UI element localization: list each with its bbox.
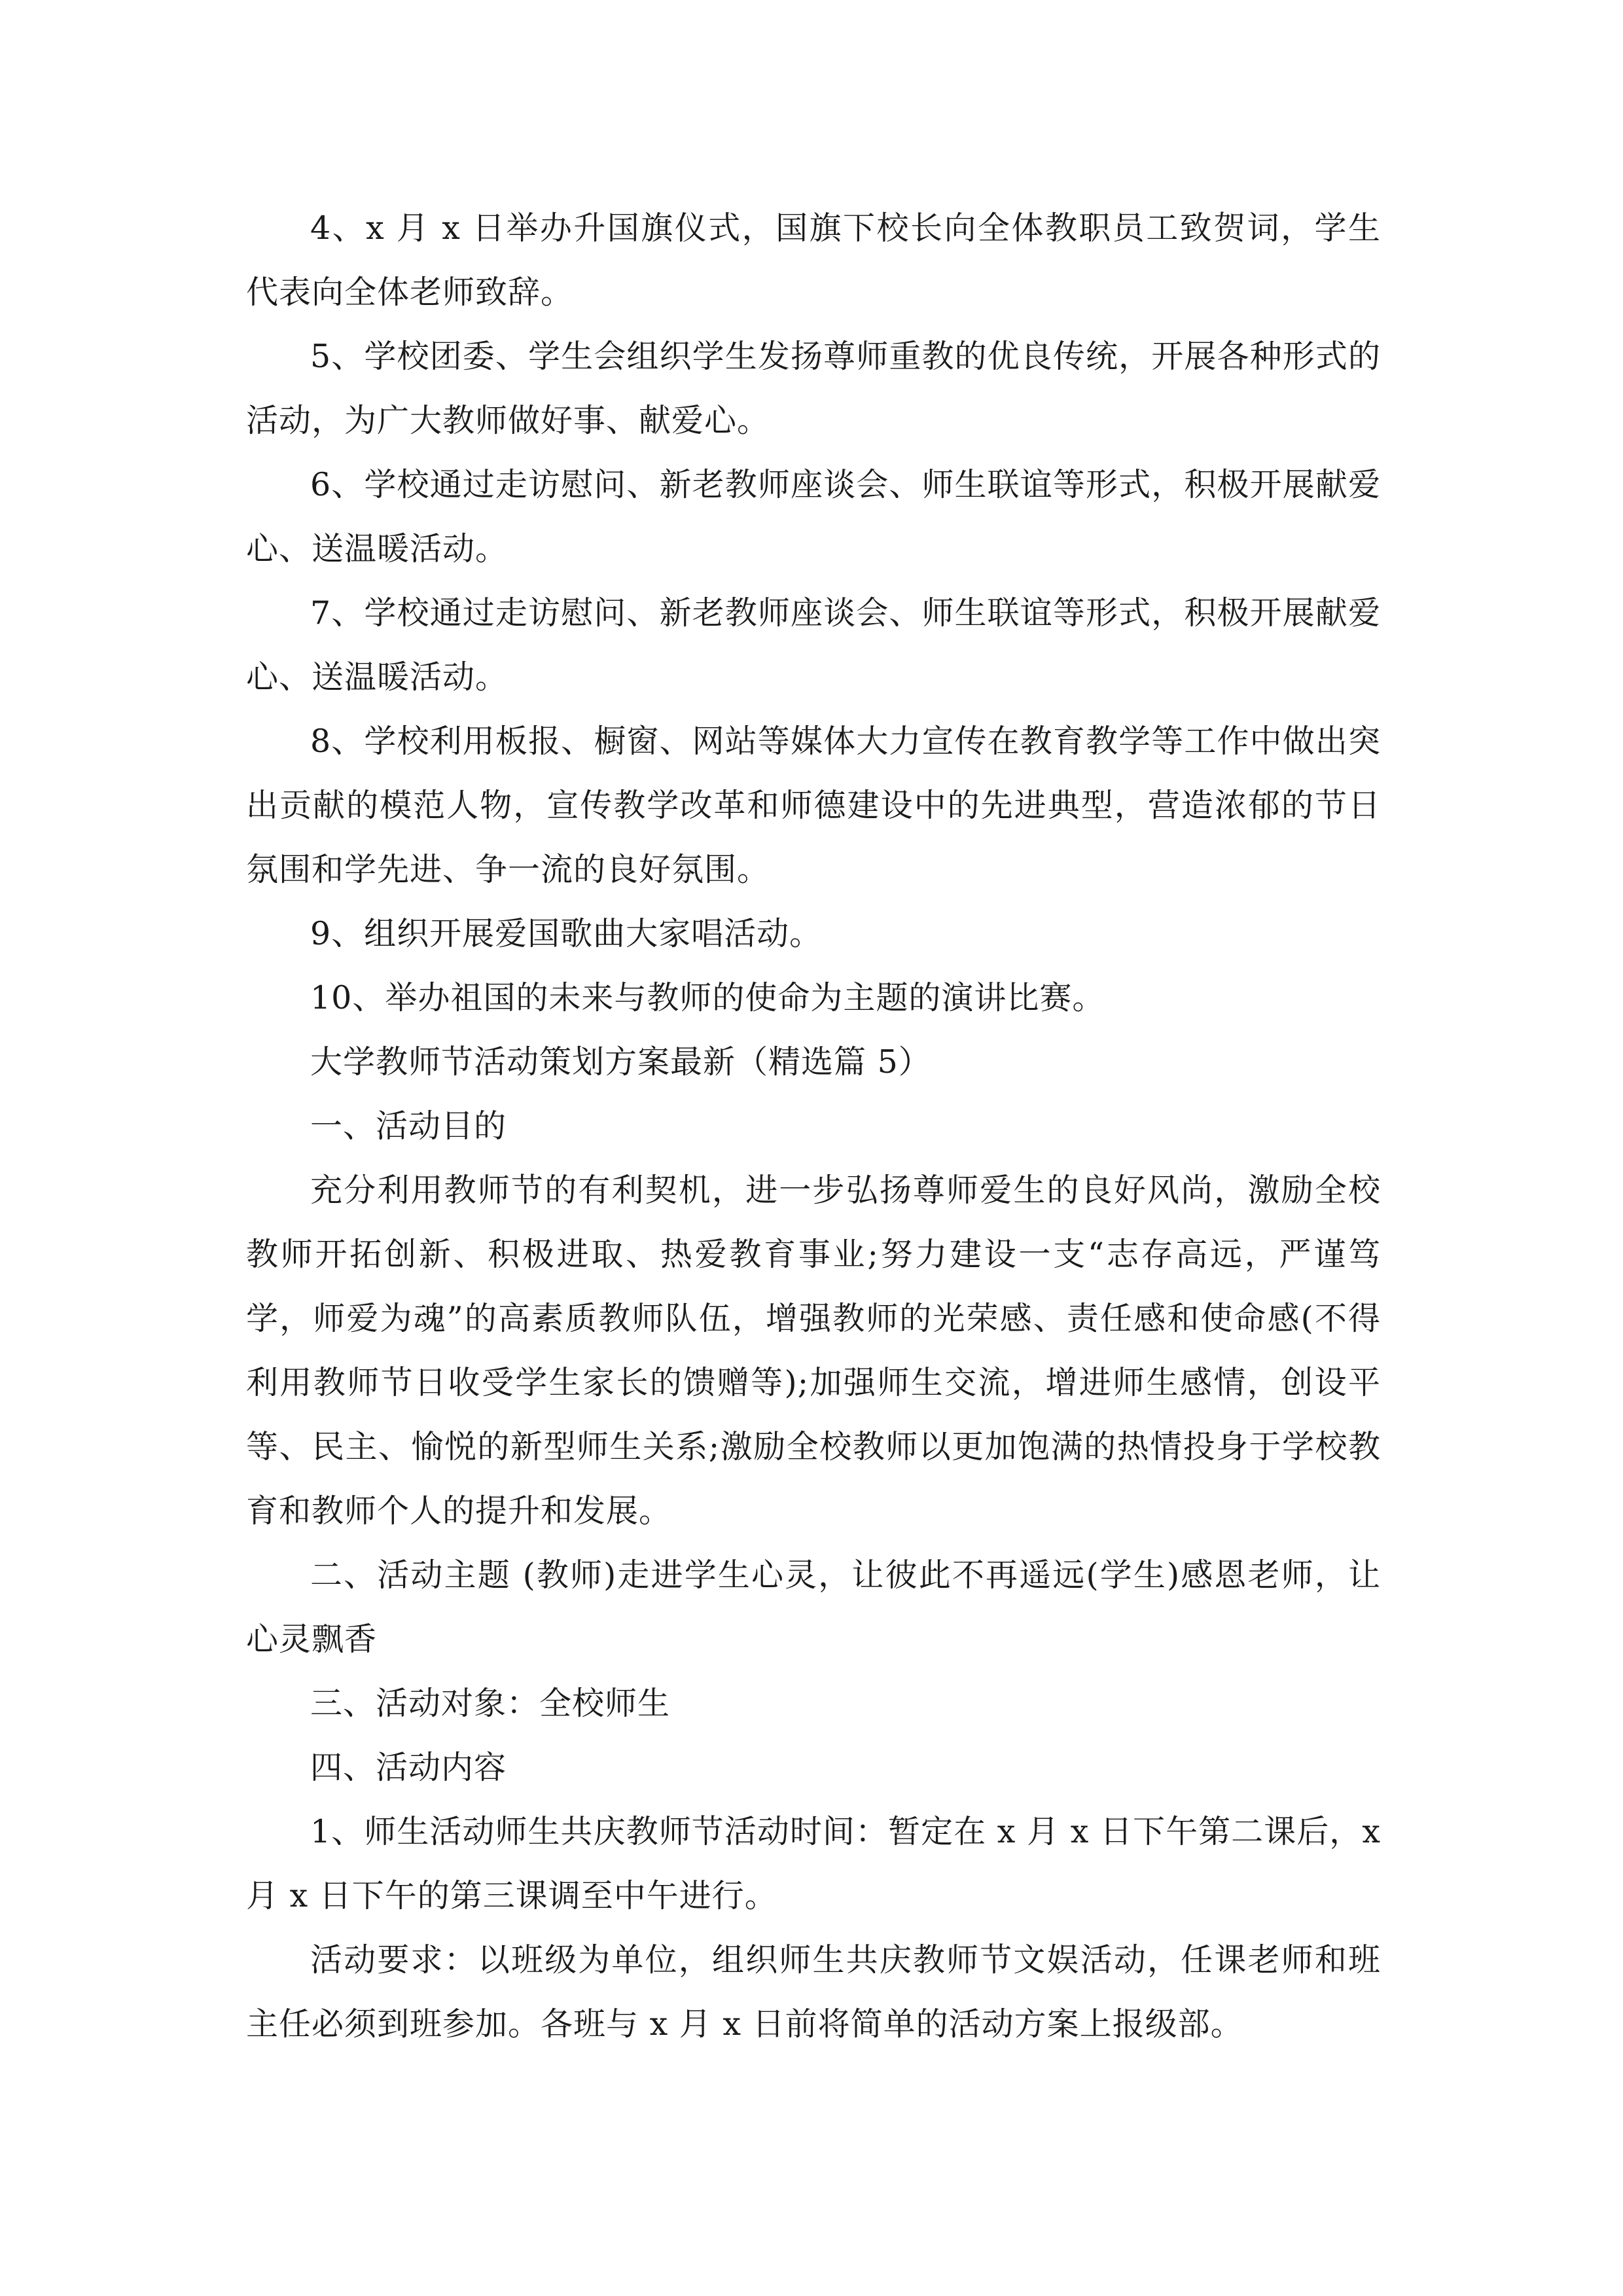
paragraph-item-4: 4、x 月 x 日举办升国旗仪式，国旗下校长向全体教职员工致贺词，学生代表向全体老师致辞。	[246, 209, 1381, 311]
heading-activity-content: 四、活动内容	[310, 1749, 507, 1786]
paragraph-activity-target: 三、活动对象：全校师生	[310, 1685, 671, 1722]
paragraph-activity-requirements: 活动要求：以班级为单位，组织师生共庆教师节文娱活动，任课老师和班主任必须到班参加。各班与 x 月 x 日前将简单的活动方案上报级部。	[246, 1941, 1381, 2043]
paragraph-item-9: 9、组织开展爱国歌曲大家唱活动。	[310, 915, 823, 952]
paragraph-item-8: 8、学校利用板报、橱窗、网站等媒体大力宣传在教育教学等工作中做出突出贡献的模范人物，宣传教学改革和师德建设中的先进典型，营造浓郁的节日氛围和学先进、争一流的良好氛围。	[246, 723, 1381, 888]
paragraph-content-item-1: 1、师生活动师生共庆教师节活动时间：暂定在 x 月 x 日下午第二课后，x 月 x 日下午的第三课调至中午进行。	[246, 1813, 1381, 1914]
document-body	[246, 196, 1381, 2056]
paragraph-item-6: 6、学校通过走访慰问、新老教师座谈会、师生联谊等形式，积极开展献爱心、送温暖活动。	[246, 466, 1381, 567]
paragraph-item-7: 7、学校通过走访慰问、新老教师座谈会、师生联谊等形式，积极开展献爱心、送温暖活动。	[246, 594, 1381, 696]
paragraph-item-10: 10、举办祖国的未来与教师的使命为主题的演讲比赛。	[310, 979, 1105, 1016]
paragraph-activity-purpose: 充分利用教师节的有利契机，进一步弘扬尊师爱生的良好风尚，激励全校教师开拓创新、积极进取、热爱教育事业;努力建设一支“志存高远，严谨笃学，师爱为魂”的高素质教师队伍，增强教师的光荣感、责任感和使命感(不得利用教师节日收受学生家长的馈赠等);加强师生交流，增进师生感情，创设平等、民主、愉悦的新型师生关系;激励全校教师以更加饱满的热情投身于学校教育和教师个人的提升和发展。	[246, 1172, 1381, 1530]
paragraph-item-5: 5、学校团委、学生会组织学生发扬尊师重教的优良传统，开展各种形式的活动，为广大教师做好事、献爱心。	[246, 338, 1381, 439]
heading-activity-purpose: 一、活动目的	[310, 1107, 507, 1145]
paragraph-activity-theme: 二、活动主题 (教师)走进学生心灵，让彼此不再遥远(学生)感恩老师，让心灵飘香	[246, 1556, 1381, 1658]
section-title: 大学教师节活动策划方案最新（精选篇 5）	[310, 1043, 931, 1081]
